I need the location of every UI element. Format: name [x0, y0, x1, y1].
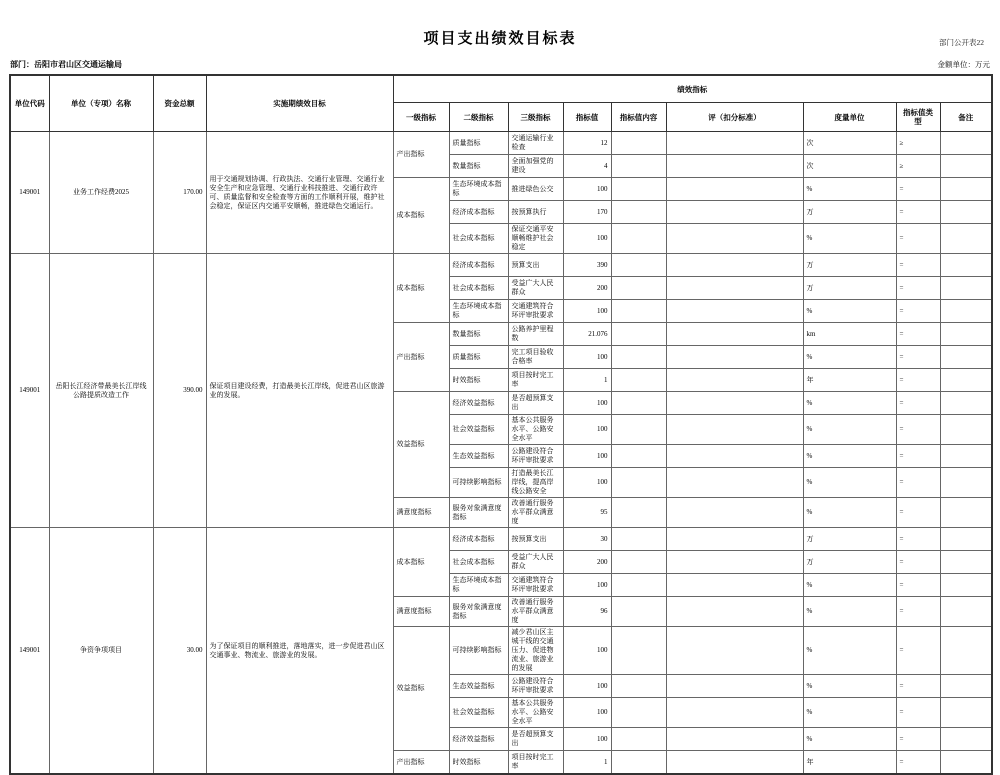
cell-scoring-standard [666, 468, 803, 498]
cell-value-content [611, 346, 666, 369]
header-period-goal: 实施期绩效目标 [206, 75, 393, 132]
cell-indicator-value: 96 [563, 597, 611, 627]
cell-scoring-standard [666, 415, 803, 445]
cell-scoring-standard [666, 498, 803, 528]
cell-note [940, 445, 992, 468]
cell-level1-indicator: 产出指标 [393, 132, 449, 178]
cell-value-content [611, 675, 666, 698]
cell-scoring-standard [666, 224, 803, 254]
cell-indicator-value: 100 [563, 346, 611, 369]
cell-note [940, 528, 992, 551]
cell-level3-indicator: 是否超预算支出 [508, 392, 563, 415]
cell-value-content [611, 468, 666, 498]
cell-level3-indicator: 打造最美长江岸线，提高岸线公路安全 [508, 468, 563, 498]
cell-level2-indicator: 可持续影响指标 [449, 627, 508, 675]
cell-indicator-value: 100 [563, 445, 611, 468]
cell-note [940, 498, 992, 528]
cell-level1-indicator: 满意度指标 [393, 597, 449, 627]
cell-level2-indicator: 社会成本指标 [449, 551, 508, 574]
cell-level2-indicator: 时效指标 [449, 369, 508, 392]
cell-amount: 170.00 [153, 132, 206, 254]
cell-value-type: = [896, 178, 940, 201]
department-label: 部门：岳阳市君山区交通运输局 [10, 60, 122, 69]
cell-amount: 30.00 [153, 528, 206, 775]
cell-value-type: ≥ [896, 132, 940, 155]
cell-note [940, 751, 992, 775]
header-unit-code: 单位代码 [10, 75, 49, 132]
cell-note [940, 155, 992, 178]
cell-note [940, 201, 992, 224]
column-header-2: 二级指标 [449, 103, 508, 132]
cell-value-type: = [896, 300, 940, 323]
cell-measure-unit: 年 [803, 369, 896, 392]
column-header-1: 一级指标 [393, 103, 449, 132]
cell-value-type: = [896, 698, 940, 728]
cell-level3-indicator: 保证交通平安顺畅维护社会稳定 [508, 224, 563, 254]
column-header-9: 备注 [940, 103, 992, 132]
cell-level3-indicator: 推进绿色公交 [508, 178, 563, 201]
cell-scoring-standard [666, 574, 803, 597]
cell-value-type: = [896, 627, 940, 675]
cell-indicator-value: 12 [563, 132, 611, 155]
cell-level1-indicator: 成本指标 [393, 254, 449, 323]
cell-indicator-value: 390 [563, 254, 611, 277]
cell-level1-indicator: 产出指标 [393, 323, 449, 392]
cell-level3-indicator: 受益广大人民群众 [508, 551, 563, 574]
cell-level3-indicator: 交通建筑符合环评审批要求 [508, 300, 563, 323]
cell-value-type: = [896, 392, 940, 415]
cell-level3-indicator: 公路养护里程数 [508, 323, 563, 346]
cell-level3-indicator: 改善通行服务水平群众满意度 [508, 597, 563, 627]
cell-level3-indicator: 公路建设符合环评审批要求 [508, 675, 563, 698]
cell-scoring-standard [666, 300, 803, 323]
cell-value-content [611, 323, 666, 346]
cell-value-type: = [896, 415, 940, 445]
cell-level1-indicator: 成本指标 [393, 178, 449, 254]
cell-scoring-standard [666, 254, 803, 277]
cell-unit-code: 149001 [10, 132, 49, 254]
cell-value-content [611, 224, 666, 254]
cell-scoring-standard [666, 132, 803, 155]
cell-value-content [611, 415, 666, 445]
cell-indicator-value: 100 [563, 415, 611, 445]
cell-level1-indicator: 效益指标 [393, 392, 449, 498]
amount-unit-label: 金额单位：万元 [937, 60, 990, 69]
cell-level2-indicator: 生态环境成本指标 [449, 574, 508, 597]
cell-scoring-standard [666, 627, 803, 675]
cell-scoring-standard [666, 597, 803, 627]
cell-level3-indicator: 公路建设符合环评审批要求 [508, 445, 563, 468]
cell-measure-unit: 次 [803, 155, 896, 178]
cell-indicator-value: 100 [563, 224, 611, 254]
cell-scoring-standard [666, 346, 803, 369]
cell-level2-indicator: 数量指标 [449, 323, 508, 346]
cell-measure-unit: % [803, 300, 896, 323]
cell-level3-indicator: 按预算支出 [508, 528, 563, 551]
cell-scoring-standard [666, 551, 803, 574]
cell-value-type: = [896, 574, 940, 597]
cell-scoring-standard [666, 751, 803, 775]
cell-value-type: = [896, 498, 940, 528]
cell-value-content [611, 178, 666, 201]
cell-note [940, 346, 992, 369]
cell-note [940, 224, 992, 254]
cell-measure-unit: % [803, 728, 896, 751]
cell-measure-unit: % [803, 675, 896, 698]
cell-note [940, 675, 992, 698]
cell-note [940, 468, 992, 498]
performance-target-table [9, 74, 993, 775]
cell-scoring-standard [666, 675, 803, 698]
cell-note [940, 300, 992, 323]
cell-measure-unit: % [803, 498, 896, 528]
cell-scoring-standard [666, 277, 803, 300]
cell-measure-unit: km [803, 323, 896, 346]
cell-value-type: = [896, 277, 940, 300]
cell-level2-indicator: 社会成本指标 [449, 224, 508, 254]
cell-level2-indicator: 经济效益指标 [449, 728, 508, 751]
cell-level3-indicator: 项目按时完工率 [508, 369, 563, 392]
cell-level2-indicator: 生态效益指标 [449, 445, 508, 468]
cell-level3-indicator: 交通建筑符合环评审批要求 [508, 574, 563, 597]
cell-level3-indicator: 改善通行服务水平群众满意度 [508, 498, 563, 528]
cell-indicator-value: 95 [563, 498, 611, 528]
cell-level2-indicator: 经济效益指标 [449, 392, 508, 415]
cell-note [940, 415, 992, 445]
cell-indicator-value: 100 [563, 392, 611, 415]
cell-scoring-standard [666, 178, 803, 201]
cell-value-content [611, 201, 666, 224]
cell-measure-unit: % [803, 224, 896, 254]
cell-indicator-value: 1 [563, 751, 611, 775]
cell-project-name: 业务工作经费2025 [49, 132, 153, 254]
cell-level3-indicator: 完工项目验收合格率 [508, 346, 563, 369]
document-page [0, 27, 1000, 770]
cell-level2-indicator: 社会成本指标 [449, 277, 508, 300]
cell-level2-indicator: 生态环境成本指标 [449, 300, 508, 323]
cell-measure-unit: % [803, 392, 896, 415]
cell-scoring-standard [666, 445, 803, 468]
cell-measure-unit: 万 [803, 201, 896, 224]
column-header-5: 指标值内容 [611, 103, 666, 132]
cell-value-content [611, 698, 666, 728]
cell-level2-indicator: 服务对象满意度指标 [449, 498, 508, 528]
header-total-fund: 资金总额 [153, 75, 206, 132]
cell-level3-indicator: 交通运输行业检查 [508, 132, 563, 155]
cell-level2-indicator: 经济成本指标 [449, 254, 508, 277]
cell-project-name: 争资争项项目 [49, 528, 153, 775]
cell-indicator-value: 100 [563, 627, 611, 675]
cell-indicator-value: 100 [563, 468, 611, 498]
cell-measure-unit: 万 [803, 277, 896, 300]
cell-level3-indicator: 减少君山区主城干线的交通压力、促进物流业、旅游业的发展 [508, 627, 563, 675]
cell-note [940, 551, 992, 574]
header-performance-group: 绩效指标 [393, 75, 992, 103]
cell-goal: 为了保证项目的顺利推进，落地落实，进一步促进君山区交通事业、物流业、旅游业的发展。 [206, 528, 393, 775]
cell-note [940, 392, 992, 415]
cell-value-type: = [896, 528, 940, 551]
cell-indicator-value: 100 [563, 178, 611, 201]
cell-note [940, 254, 992, 277]
cell-value-content [611, 597, 666, 627]
cell-note [940, 627, 992, 675]
cell-note [940, 178, 992, 201]
cell-level1-indicator: 成本指标 [393, 528, 449, 597]
cell-level3-indicator: 按预算执行 [508, 201, 563, 224]
cell-value-type: = [896, 369, 940, 392]
cell-measure-unit: 万 [803, 551, 896, 574]
cell-level2-indicator: 社会效益指标 [449, 415, 508, 445]
cell-amount: 390.00 [153, 254, 206, 528]
cell-indicator-value: 170 [563, 201, 611, 224]
cell-indicator-value: 30 [563, 528, 611, 551]
cell-indicator-value: 4 [563, 155, 611, 178]
cell-level3-indicator: 预算支出 [508, 254, 563, 277]
cell-value-content [611, 254, 666, 277]
cell-measure-unit: % [803, 445, 896, 468]
cell-level1-indicator: 产出指标 [393, 751, 449, 775]
cell-value-type: ≥ [896, 155, 940, 178]
cell-measure-unit: % [803, 698, 896, 728]
cell-note [940, 132, 992, 155]
cell-level2-indicator: 社会效益指标 [449, 698, 508, 728]
cell-level2-indicator: 经济成本指标 [449, 201, 508, 224]
cell-measure-unit: 次 [803, 132, 896, 155]
cell-value-type: = [896, 675, 940, 698]
table-row [10, 528, 992, 551]
page-title: 项目支出绩效目标表 [423, 31, 577, 47]
cell-value-content [611, 751, 666, 775]
cell-scoring-standard [666, 392, 803, 415]
cell-value-type: = [896, 323, 940, 346]
cell-level2-indicator: 数量指标 [449, 155, 508, 178]
cell-scoring-standard [666, 698, 803, 728]
cell-scoring-standard [666, 155, 803, 178]
cell-measure-unit: % [803, 627, 896, 675]
cell-value-type: = [896, 201, 940, 224]
cell-measure-unit: 万 [803, 528, 896, 551]
cell-level2-indicator: 生态环境成本指标 [449, 178, 508, 201]
cell-measure-unit: % [803, 468, 896, 498]
cell-level3-indicator: 基本公共服务水平、公路安全水平 [508, 698, 563, 728]
cell-scoring-standard [666, 369, 803, 392]
cell-level2-indicator: 服务对象满意度指标 [449, 597, 508, 627]
cell-indicator-value: 1 [563, 369, 611, 392]
table-row [10, 132, 992, 155]
cell-scoring-standard [666, 728, 803, 751]
cell-note [940, 574, 992, 597]
column-header-3: 三级指标 [508, 103, 563, 132]
cell-value-content [611, 277, 666, 300]
cell-measure-unit: % [803, 178, 896, 201]
cell-note [940, 323, 992, 346]
column-header-8: 指标值类型 [896, 103, 940, 132]
cell-level3-indicator: 基本公共服务水平、公路安全水平 [508, 415, 563, 445]
column-header-6: 评（扣分标准） [666, 103, 803, 132]
cell-value-type: = [896, 728, 940, 751]
cell-value-type: = [896, 224, 940, 254]
cell-value-type: = [896, 445, 940, 468]
cell-value-content [611, 551, 666, 574]
cell-value-type: = [896, 551, 940, 574]
cell-scoring-standard [666, 528, 803, 551]
corner-label: 部门公开表22 [939, 38, 984, 47]
cell-level3-indicator: 全面加强党的建设 [508, 155, 563, 178]
cell-level2-indicator: 质量指标 [449, 346, 508, 369]
cell-note [940, 369, 992, 392]
column-header-4: 指标值 [563, 103, 611, 132]
cell-indicator-value: 21.076 [563, 323, 611, 346]
cell-value-type: = [896, 254, 940, 277]
cell-scoring-standard [666, 201, 803, 224]
cell-value-content [611, 728, 666, 751]
cell-level1-indicator: 效益指标 [393, 627, 449, 751]
cell-unit-code: 149001 [10, 254, 49, 528]
column-header-7: 度量单位 [803, 103, 896, 132]
cell-level3-indicator: 受益广大人民群众 [508, 277, 563, 300]
cell-level1-indicator: 满意度指标 [393, 498, 449, 528]
cell-indicator-value: 100 [563, 698, 611, 728]
cell-indicator-value: 200 [563, 277, 611, 300]
cell-scoring-standard [666, 323, 803, 346]
cell-note [940, 728, 992, 751]
header-unit-name: 单位（专项）名称 [49, 75, 153, 132]
cell-value-type: = [896, 751, 940, 775]
cell-indicator-value: 100 [563, 574, 611, 597]
cell-level2-indicator: 可持续影响指标 [449, 468, 508, 498]
cell-measure-unit: % [803, 574, 896, 597]
cell-value-type: = [896, 346, 940, 369]
cell-value-content [611, 132, 666, 155]
cell-indicator-value: 100 [563, 728, 611, 751]
cell-goal: 用于交通规划协调、行政执法、交通行业管理、交通行业安全生产和应急管理、交通行业科技推进、交通行政许可、质量监督和安全检查等方面的工作顺利开展，维护社会稳定，保证区内交通平安顺畅，推进绿色交通运行。 [206, 132, 393, 254]
cell-goal: 保证项目建设经费，打造最美长江岸线，促进君山区旅游业的发展。 [206, 254, 393, 528]
cell-measure-unit: % [803, 346, 896, 369]
cell-unit-code: 149001 [10, 528, 49, 775]
cell-value-content [611, 155, 666, 178]
cell-indicator-value: 200 [563, 551, 611, 574]
cell-value-content [611, 627, 666, 675]
cell-value-type: = [896, 597, 940, 627]
cell-value-content [611, 498, 666, 528]
table-body [10, 132, 992, 775]
cell-note [940, 698, 992, 728]
meta-row [10, 59, 990, 70]
cell-value-type: = [896, 468, 940, 498]
cell-note [940, 597, 992, 627]
cell-level2-indicator: 生态效益指标 [449, 675, 508, 698]
cell-level3-indicator: 是否超预算支出 [508, 728, 563, 751]
cell-measure-unit: 万 [803, 254, 896, 277]
cell-value-content [611, 574, 666, 597]
cell-value-content [611, 392, 666, 415]
cell-level2-indicator: 质量指标 [449, 132, 508, 155]
cell-note [940, 277, 992, 300]
table-row [10, 254, 992, 277]
cell-indicator-value: 100 [563, 675, 611, 698]
cell-value-content [611, 445, 666, 468]
cell-measure-unit: 年 [803, 751, 896, 775]
cell-project-name: 岳阳长江经济带最美长江岸线公路提质改造工作 [49, 254, 153, 528]
cell-value-content [611, 528, 666, 551]
cell-measure-unit: % [803, 597, 896, 627]
cell-level3-indicator: 项目按时完工率 [508, 751, 563, 775]
cell-value-content [611, 369, 666, 392]
cell-level2-indicator: 时效指标 [449, 751, 508, 775]
cell-indicator-value: 100 [563, 300, 611, 323]
cell-level2-indicator: 经济成本指标 [449, 528, 508, 551]
cell-value-content [611, 300, 666, 323]
cell-measure-unit: % [803, 415, 896, 445]
